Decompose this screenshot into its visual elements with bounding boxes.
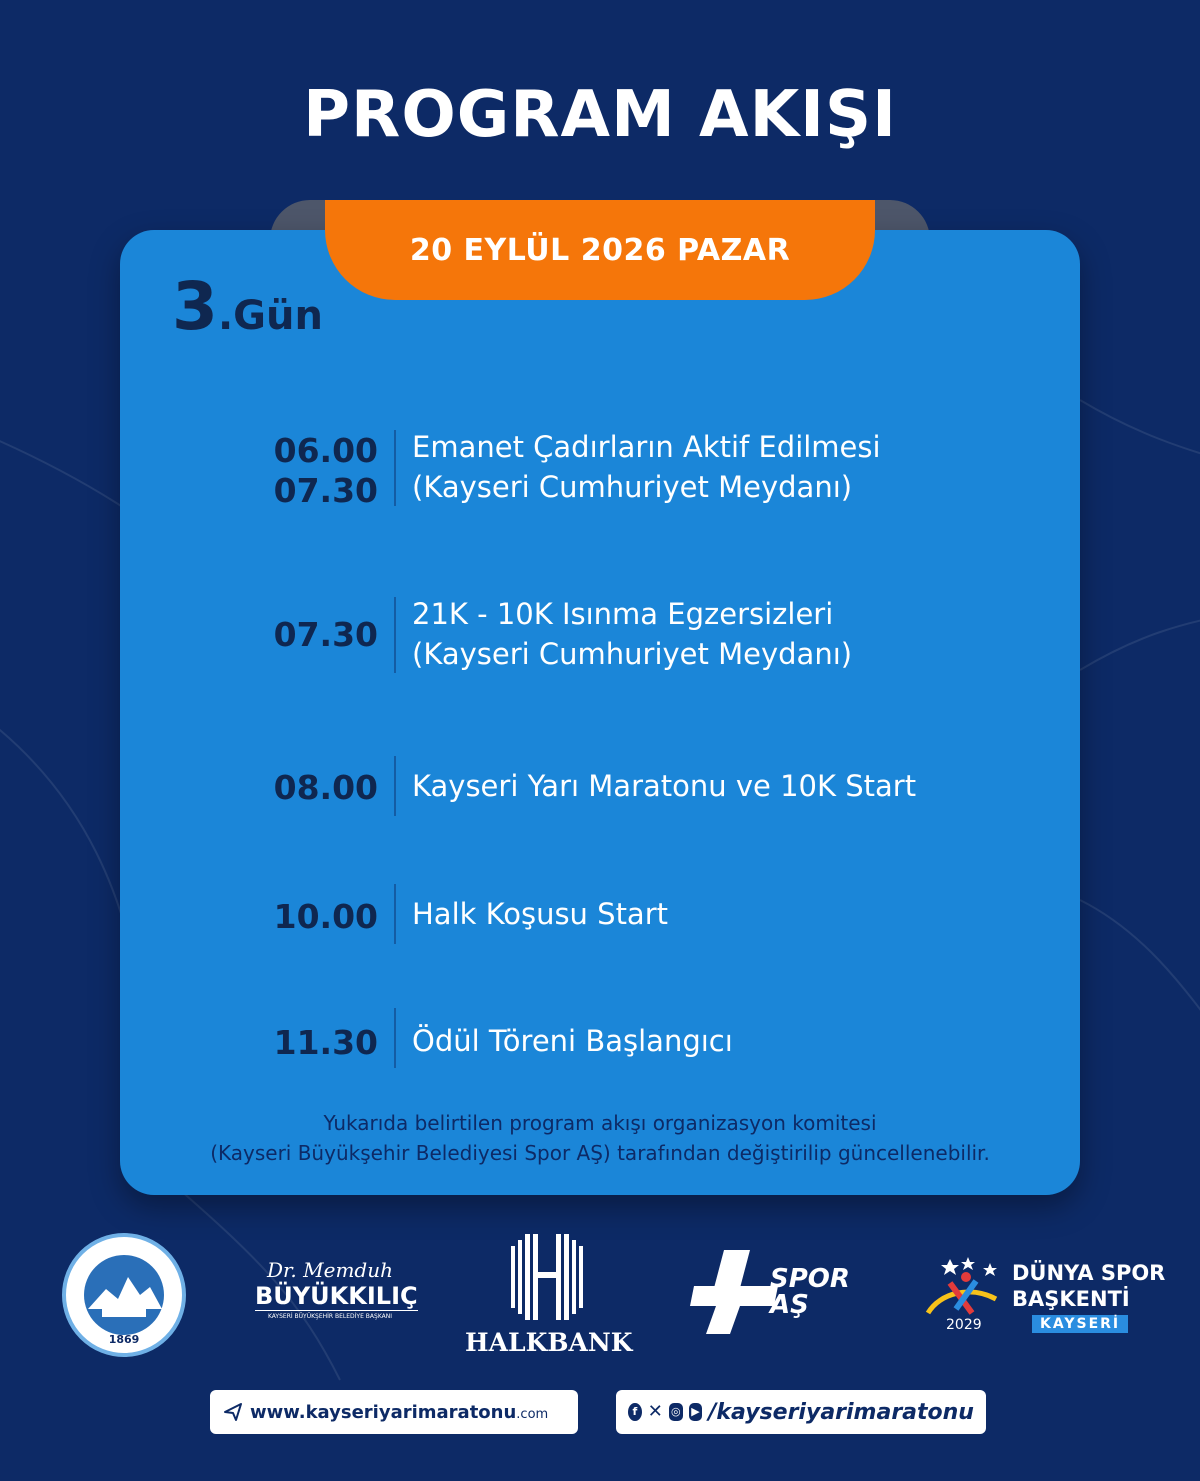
send-arrow-icon [222,1401,244,1423]
page-title: PROGRAM AKIŞI [303,78,897,152]
halkbank-h-icon [507,1232,587,1322]
municipality-seal-logo [62,1233,186,1357]
spor-text [770,1266,850,1318]
desc-line: (Kayseri Cumhuriyet Meydanı) [412,470,853,504]
schedule-time [274,431,378,511]
desc-line: 21K - 10K Isınma Egzersizleri [412,597,834,631]
dsb-year: 2029 [946,1317,982,1333]
website-link[interactable] [210,1390,578,1434]
dsb-city: KAYSERİ [1032,1315,1128,1333]
desc-line: Halk Koşusu Start [412,897,669,931]
row-divider [394,1008,396,1068]
x-icon[interactable]: ✕ [647,1401,663,1422]
row-divider [394,597,396,673]
instagram-icon[interactable]: ◎ [669,1403,683,1421]
row-divider [394,756,396,816]
schedule-desc [412,766,916,806]
date-tab: 20 EYLÜL 2026 PAZAR [325,200,875,300]
day-label [172,268,323,345]
schedule-time [274,768,378,808]
social-link[interactable] [616,1390,986,1434]
signature-sub: KAYSERİ BÜYÜKŞEHİR BELEDİYE BAŞKANI [267,1313,393,1320]
time-start: 08.00 [273,768,378,807]
time-start: 07.30 [273,615,378,654]
web-suffix: .com [516,1406,549,1422]
seal-year: 1869 [108,1333,140,1346]
schedule-desc [412,1021,733,1061]
desc-line: Emanet Çadırların Aktif Edilmesi [412,430,881,464]
day-number: 3 [172,268,218,345]
desc-line: Ödül Töreni Başlangıcı [412,1024,733,1058]
day-text: .Gün [217,293,323,339]
dsb-line: BAŞKENTİ [1012,1287,1130,1311]
row-divider [394,884,396,944]
youtube-icon[interactable]: ▶ [689,1403,703,1421]
sport-figure-icon [920,1255,1006,1325]
signature-top: Dr. Memduh [267,1258,393,1282]
schedule-time [274,1023,378,1063]
halkbank-logo [465,1232,633,1362]
time-start: 11.30 [273,1023,378,1062]
time-start: 06.00 [273,431,378,470]
web-prefix: www. [250,1401,306,1423]
desc-line: (Kayseri Cumhuriyet Meydanı) [412,637,853,671]
mayor-signature-logo [255,1258,418,1328]
spor-cross-icon [690,1248,780,1338]
note-line: Yukarıda belirtilen program akışı organizasyon komitesi [323,1111,877,1135]
spor-as-logo [690,1248,860,1338]
dsb-line: DÜNYA SPOR [1012,1261,1166,1285]
disclaimer-note [120,1108,1080,1168]
note-line: (Kayseri Büyükşehir Belediyesi Spor AŞ) tarafından değiştirilip güncellenebilir. [210,1141,990,1165]
row-divider [394,430,396,506]
spor-line: SPOR [770,1264,850,1294]
desc-line: Kayseri Yarı Maratonu ve 10K Start [412,769,917,803]
web-main: kayseriyarimaratonu [305,1401,517,1423]
bank-name: HALKBANK [465,1328,633,1357]
world-sport-capital-logo [920,1255,1166,1340]
schedule-time [274,897,378,937]
social-handle: /kayseriyarimaratonu [708,1399,974,1425]
schedule-desc [412,894,668,934]
schedule-time [274,615,378,655]
time-start: 10.00 [273,897,378,936]
time-end: 07.30 [273,471,378,510]
schedule-desc [412,427,881,507]
signature-main: BÜYÜKKILIÇ [255,1282,418,1310]
schedule-desc [412,594,852,674]
facebook-icon[interactable]: f [628,1403,642,1421]
spor-line: AŞ [770,1290,809,1320]
